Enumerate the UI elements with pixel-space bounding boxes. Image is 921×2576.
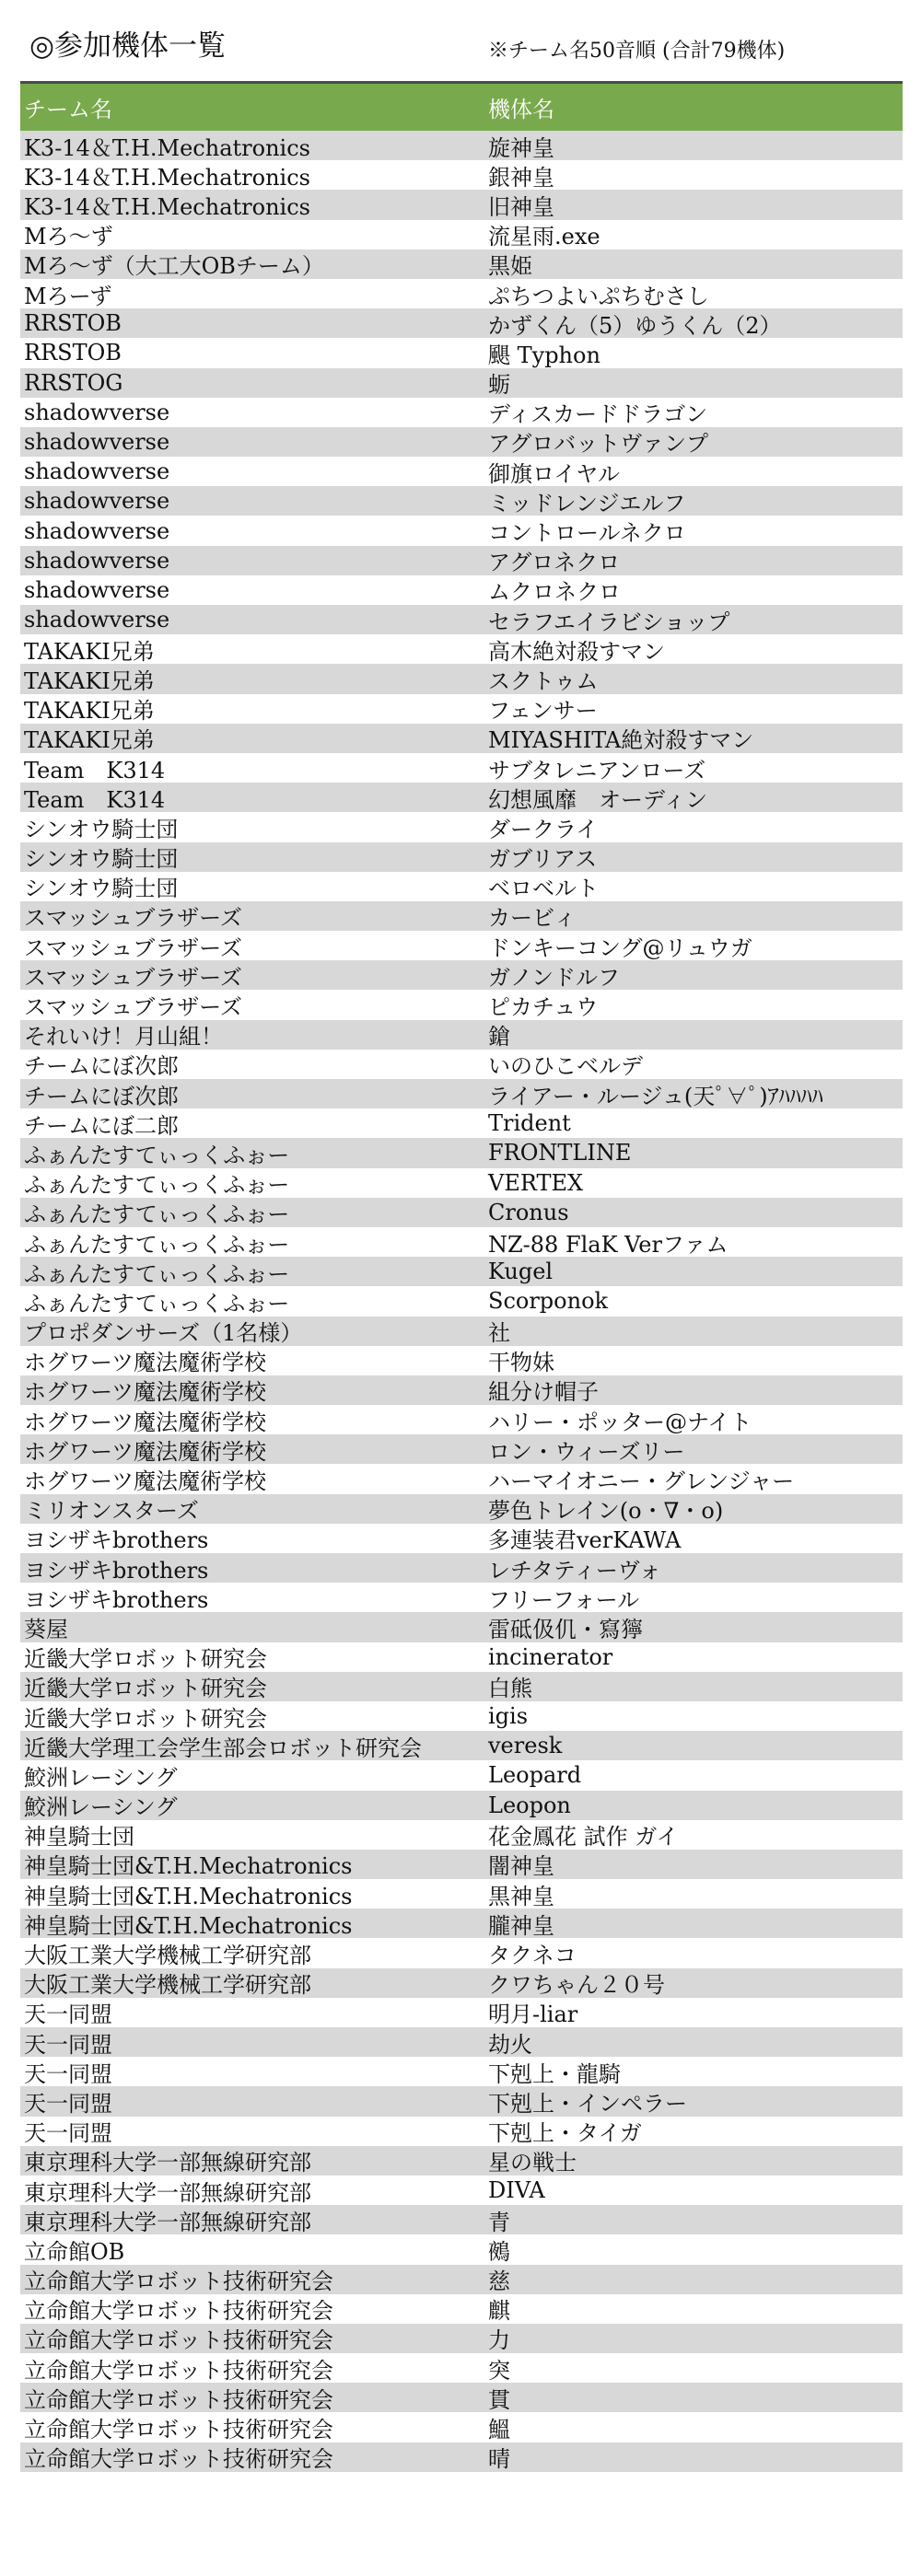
machine-table — [20, 81, 903, 2472]
team-name-cell: 立命館大学ロボット技術研究会 — [24, 2357, 333, 2384]
team-name-cell: 近畿大学ロボット研究会 — [24, 1676, 267, 1702]
machine-name-cell: Scorponok — [488, 1288, 609, 1315]
table-row — [20, 516, 903, 545]
machine-name-cell: 黒神皇 — [488, 1883, 554, 1909]
team-name-cell: ミリオンスターズ — [24, 1498, 199, 1525]
table-row — [20, 190, 903, 219]
team-name-cell: RRSTOB — [24, 310, 122, 337]
team-name-cell: スマッシュブラザーズ — [24, 964, 242, 991]
table-row — [20, 1791, 903, 1820]
machine-name-cell: DIVA — [488, 2177, 545, 2204]
table-row — [20, 398, 903, 427]
table-row — [20, 1612, 903, 1642]
team-name-cell: Mろーず — [24, 283, 112, 309]
table-row — [20, 160, 903, 190]
table-row — [20, 1909, 903, 1938]
machine-name-cell: 夢色トレイン(o・∇・o) — [488, 1498, 724, 1525]
machine-name-cell: 黒姫 — [488, 253, 532, 280]
machine-name-cell: 颶 Typhon — [488, 342, 600, 368]
table-row — [20, 2057, 903, 2086]
team-name-cell: RRSTOG — [24, 369, 123, 396]
table-row — [20, 279, 903, 308]
table-row — [20, 2027, 903, 2057]
machine-name-cell: 銀神皇 — [488, 164, 554, 191]
machine-name-cell: 白熊 — [488, 1676, 532, 1702]
machine-name-cell: フェンサー — [488, 698, 598, 725]
team-name-cell: 近畿大学理工会学生部会ロボット研究会 — [24, 1735, 422, 1761]
machine-name-cell: ディスカードドラゴン — [488, 401, 708, 428]
team-name-cell: ホグワーツ魔法魔術学校 — [24, 1438, 267, 1465]
table-row — [20, 2353, 903, 2383]
machine-name-cell: 青 — [488, 2209, 510, 2235]
machine-name-cell: igis — [488, 1703, 529, 1730]
team-name-cell: ヨシザキbrothers — [24, 1586, 209, 1613]
team-name-cell: ホグワーツ魔法魔術学校 — [24, 1468, 267, 1495]
team-name-cell: shadowverse — [24, 399, 170, 425]
team-name-cell: 大阪工業大学機械工学研究部 — [24, 1943, 311, 1969]
team-name-cell: スマッシュブラザーズ — [24, 994, 242, 1021]
machine-name-cell: ガブリアス — [488, 846, 598, 873]
team-name-cell: チームにぼ次郎 — [24, 1083, 179, 1109]
table-row — [20, 427, 903, 457]
table-row — [20, 1642, 903, 1672]
machine-name-cell: カービィ — [488, 905, 577, 932]
table-row — [20, 1464, 903, 1493]
team-name-cell: シンオウ騎士団 — [24, 876, 179, 902]
team-name-cell: shadowverse — [24, 428, 170, 455]
table-row — [20, 1820, 903, 1850]
table-row — [20, 1850, 903, 1879]
machine-name-cell: 下剋上・インペラー — [488, 2090, 687, 2117]
team-name-cell: ホグワーツ魔法魔術学校 — [24, 1409, 267, 1435]
machine-name-cell: 幻想風靡 オーディン — [488, 786, 708, 813]
machine-name-cell: Kugel — [488, 1259, 554, 1285]
machine-name-cell: 旧神皇 — [488, 193, 554, 220]
table-row — [20, 2383, 903, 2412]
table-row — [20, 249, 903, 279]
team-name-cell: 立命館大学ロボット技術研究会 — [24, 2417, 333, 2443]
team-name-cell: TAKAKI兄弟 — [24, 667, 155, 694]
table-row — [20, 1138, 903, 1167]
table-row — [20, 1168, 903, 1198]
machine-name-cell: 多連装君verKAWA — [488, 1527, 682, 1554]
table-body — [20, 131, 903, 2472]
table-row — [20, 575, 903, 605]
machine-name-cell: ダークライ — [488, 816, 599, 842]
machine-name-cell: サブタレニアンローズ — [488, 757, 706, 783]
team-name-cell: K3-14＆T.H.Mechatronics — [24, 164, 310, 191]
machine-name-cell: 突 — [488, 2357, 510, 2384]
machine-name-cell: かずくん（5）ゆうくん（2） — [488, 312, 782, 339]
table-header — [20, 81, 903, 131]
machine-name-cell: 星の戦士 — [488, 2150, 577, 2176]
table-row — [20, 1257, 903, 1286]
machine-name-cell: ハリー・ポッター@ナイト — [488, 1409, 752, 1435]
table-row — [20, 2412, 903, 2442]
table-row — [20, 2117, 903, 2146]
team-name-cell: ふぁんたすてぃっくふぉー — [24, 1172, 290, 1199]
machine-name-cell: 御旗ロイヤル — [488, 460, 621, 487]
table-row — [20, 2146, 903, 2176]
table-row — [20, 1731, 903, 1760]
team-name-cell: 神皇騎士団&T.H.Mechatronics — [24, 1883, 353, 1909]
team-name-cell: チームにぼ次郎 — [24, 1053, 179, 1080]
machine-name-cell: 雷砥伋仉・寫獰 — [488, 1616, 643, 1642]
team-name-cell: K3-14＆T.H.Mechatronics — [24, 193, 310, 220]
team-name-cell: スマッシュブラザーズ — [24, 905, 242, 932]
team-name-cell: 天一同盟 — [24, 2060, 112, 2087]
table-row — [20, 694, 903, 724]
table-row — [20, 990, 903, 1019]
table-row — [20, 2205, 903, 2234]
machine-name-cell: タクネコ — [488, 1943, 577, 1969]
machine-name-cell: FRONTLINE — [488, 1140, 632, 1166]
table-row — [20, 2443, 903, 2472]
team-name-cell: 大阪工業大学機械工学研究部 — [24, 1972, 311, 1999]
machine-name-cell: ハーマイオニー・グレンジャー — [488, 1468, 795, 1495]
machine-name-cell: レチタティーヴォ — [488, 1557, 661, 1584]
machine-name-cell: 社 — [488, 1320, 510, 1347]
machine-name-cell: 朧神皇 — [488, 1912, 554, 1939]
machine-name-cell: アグロネクロ — [488, 550, 621, 576]
table-row — [20, 1583, 903, 1612]
machine-name-cell: 慈 — [488, 2269, 510, 2295]
team-name-cell: shadowverse — [24, 517, 170, 544]
table-row — [20, 634, 903, 664]
table-row — [20, 842, 903, 872]
team-name-cell: 天一同盟 — [24, 2120, 112, 2147]
machine-name-cell: セラフエイラビショップ — [488, 609, 730, 635]
team-name-cell: shadowverse — [24, 576, 170, 603]
team-name-cell: shadowverse — [24, 607, 170, 633]
team-name-cell: RRSTOB — [24, 340, 122, 366]
table-row — [20, 338, 903, 367]
table-row — [20, 753, 903, 783]
machine-name-cell: Cronus — [488, 1199, 569, 1225]
machine-name-cell: 闇神皇 — [488, 1853, 554, 1880]
machine-name-cell: ミッドレンジエルフ — [488, 490, 686, 516]
table-row — [20, 368, 903, 398]
table-row — [20, 1879, 903, 1909]
machine-name-cell: ロン・ウィーズリー — [488, 1438, 685, 1465]
team-name-cell: プロポダンサーズ（1名様） — [24, 1320, 303, 1347]
team-name-cell: それいけ！月山組！ — [24, 1024, 223, 1050]
team-name-cell: ふぁんたすてぃっくふぉー — [24, 1142, 290, 1168]
team-name-cell: Mろ～ず — [24, 224, 113, 250]
machine-name-cell: 劫火 — [488, 2031, 532, 2058]
team-name-cell: TAKAKI兄弟 — [24, 698, 155, 725]
table-row — [20, 605, 903, 634]
count-note: ※チーム名50音順 (合計79機体) — [488, 40, 786, 63]
team-name-cell: ふぁんたすてぃっくふぉー — [24, 1231, 290, 1258]
table-row — [20, 1938, 903, 1967]
machine-name-cell: 明月-liar — [488, 2002, 578, 2028]
team-name-cell: 近畿大学ロボット研究会 — [24, 1705, 267, 1732]
team-name-cell: ふぁんたすてぃっくふぉー — [24, 1201, 290, 1228]
table-row — [20, 2234, 903, 2264]
machine-name-cell: 鵺 — [488, 2238, 510, 2265]
machine-name-cell: ぷちつよいぷちむさし — [488, 283, 709, 309]
machine-name-cell: 流星雨.exe — [488, 224, 600, 250]
team-name-cell: 立命館大学ロボット技術研究会 — [24, 2298, 333, 2325]
team-name-cell: TAKAKI兄弟 — [24, 727, 155, 754]
machine-name-cell: ライアー・ルージュ(天ﾟ∀ﾟ)ｱﾊﾊﾊﾊ — [488, 1083, 823, 1109]
table-row — [20, 931, 903, 960]
table-row — [20, 2294, 903, 2324]
team-name-cell: 神皇騎士団 — [24, 1824, 134, 1851]
team-name-cell: 天一同盟 — [24, 2002, 112, 2028]
team-name-cell: ふぁんたすてぃっくふぉー — [24, 1260, 290, 1287]
team-name-cell: 天一同盟 — [24, 2090, 112, 2117]
team-name-cell: 鮫洲レーシング — [24, 1764, 178, 1791]
table-row — [20, 1227, 903, 1257]
team-name-cell: 葵屋 — [24, 1616, 68, 1642]
table-row — [20, 1050, 903, 1079]
table-row — [20, 2086, 903, 2116]
machine-name-cell: MIYASHITA絶対殺すマン — [488, 727, 754, 754]
table-row — [20, 1701, 903, 1731]
table-row — [20, 131, 903, 160]
table-row — [20, 724, 903, 753]
team-name-cell: TAKAKI兄弟 — [24, 638, 155, 665]
team-name-cell: 立命館OB — [24, 2238, 125, 2265]
machine-name-cell: 貫 — [488, 2386, 510, 2413]
team-name-cell: 東京理科大学一部無線研究部 — [24, 2179, 311, 2206]
team-name-cell: K3-14＆T.H.Mechatronics — [24, 134, 310, 161]
table-row — [20, 1375, 903, 1405]
team-name-cell: シンオウ騎士団 — [24, 816, 179, 842]
machine-name-cell: 下剋上・龍騎 — [488, 2060, 621, 2087]
table-row — [20, 1998, 903, 2027]
team-name-cell: ホグワーツ魔法魔術学校 — [24, 1350, 267, 1376]
machine-name-cell: veresk — [488, 1733, 563, 1759]
team-name-cell: スマッシュブラザーズ — [24, 934, 242, 961]
team-name-cell: 鮫洲レーシング — [24, 1794, 178, 1821]
machine-name-cell: 鰮 — [488, 2417, 510, 2443]
table-row — [20, 872, 903, 901]
machine-name-cell: 組分け帽子 — [488, 1379, 599, 1406]
table-row — [20, 1434, 903, 1464]
team-name-cell: Mろ～ず（大工大OBチーム） — [24, 253, 324, 280]
machine-name-cell: VERTEX — [488, 1169, 584, 1196]
team-name-cell: 立命館大学ロボット技術研究会 — [24, 2269, 333, 2295]
machine-name-cell: NZ-88 FlaK Verファム — [488, 1231, 729, 1258]
machine-name-cell: いのひこベルデ — [488, 1053, 643, 1080]
team-name-cell: ホグワーツ魔法魔術学校 — [24, 1379, 267, 1406]
table-row — [20, 457, 903, 486]
table-row — [20, 1405, 903, 1434]
team-name-cell: shadowverse — [24, 458, 170, 485]
table-row — [20, 308, 903, 338]
table-row — [20, 1672, 903, 1701]
team-name-cell: Team K314 — [24, 786, 166, 813]
table-row — [20, 486, 903, 516]
header-machine-name: 機体名 — [488, 97, 554, 122]
machine-name-cell: ピカチュウ — [488, 994, 599, 1021]
team-name-cell: チームにぼ二郎 — [24, 1112, 179, 1139]
team-name-cell: ふぁんたすてぃっくふぉー — [24, 1290, 290, 1317]
machine-name-cell: ガノンドルフ — [488, 964, 621, 991]
team-name-cell: ヨシザキbrothers — [24, 1527, 209, 1554]
table-row — [20, 1494, 903, 1524]
machine-name-cell: ドンキーコング@リュウガ — [488, 934, 752, 961]
table-row — [20, 960, 903, 990]
machine-name-cell: 干物妹 — [488, 1350, 554, 1376]
table-row — [20, 546, 903, 575]
table-row — [20, 2324, 903, 2353]
team-name-cell: 東京理科大学一部無線研究部 — [24, 2150, 311, 2176]
table-row — [20, 783, 903, 812]
table-row — [20, 1553, 903, 1583]
machine-name-cell: Leopard — [488, 1762, 582, 1789]
machine-name-cell: incinerator — [488, 1643, 613, 1670]
team-name-cell: 近畿大学ロボット研究会 — [24, 1646, 267, 1673]
machine-name-cell: 鎗 — [488, 1024, 510, 1050]
machine-name-cell: ムクロネクロ — [488, 579, 621, 606]
page-title: ◎参加機体一覧 — [29, 29, 227, 63]
table-row — [20, 1079, 903, 1108]
machine-name-cell: 蛎 — [488, 372, 510, 399]
table-row — [20, 1286, 903, 1316]
machine-name-cell: 麒 — [488, 2298, 510, 2325]
machine-name-cell: フリーフォール — [488, 1586, 640, 1613]
team-name-cell: ヨシザキbrothers — [24, 1557, 209, 1584]
team-name-cell: shadowverse — [24, 547, 170, 574]
machine-name-cell: コントロールネクロ — [488, 520, 686, 547]
table-row — [20, 2265, 903, 2294]
table-row — [20, 220, 903, 249]
team-name-cell: 神皇騎士団&T.H.Mechatronics — [24, 1912, 353, 1939]
table-row — [20, 1108, 903, 1138]
machine-name-cell: 晴 — [488, 2446, 510, 2473]
machine-name-cell: 力 — [488, 2327, 510, 2354]
table-row — [20, 1346, 903, 1375]
header-team-name: チーム名 — [24, 97, 112, 122]
table-row — [20, 1760, 903, 1790]
table-row — [20, 1968, 903, 1998]
machine-name-cell: 下剋上・タイガ — [488, 2120, 642, 2147]
machine-name-cell: Leopon — [488, 1792, 571, 1818]
table-row — [20, 664, 903, 693]
team-name-cell: 神皇騎士団&T.H.Mechatronics — [24, 1853, 353, 1880]
team-name-cell: 立命館大学ロボット技術研究会 — [24, 2446, 333, 2473]
table-row — [20, 1524, 903, 1553]
team-name-cell: Team K314 — [24, 757, 166, 783]
team-name-cell: shadowverse — [24, 488, 170, 515]
machine-name-cell: 花金鳳花 試作 ガイ — [488, 1824, 679, 1851]
machine-name-cell: クワちゃん２０号 — [488, 1972, 665, 1999]
team-name-cell: 立命館大学ロボット技術研究会 — [24, 2386, 333, 2413]
machine-name-cell: スクトゥム — [488, 667, 599, 694]
machine-name-cell: Trident — [488, 1110, 571, 1137]
machine-name-cell: 高木絶対殺すマン — [488, 638, 665, 665]
team-name-cell: 天一同盟 — [24, 2031, 112, 2058]
table-row — [20, 812, 903, 841]
machine-name-cell: アグロバットヴァンプ — [488, 431, 709, 458]
table-row — [20, 1317, 903, 1346]
table-row — [20, 1020, 903, 1050]
table-row — [20, 901, 903, 931]
team-name-cell: 東京理科大学一部無線研究部 — [24, 2209, 311, 2235]
machine-name-cell: ベロベルト — [488, 876, 599, 902]
team-name-cell: 立命館大学ロボット技術研究会 — [24, 2327, 333, 2354]
machine-name-cell: 旋神皇 — [488, 134, 554, 161]
table-row — [20, 2176, 903, 2205]
team-name-cell: シンオウ騎士団 — [24, 846, 179, 873]
table-row — [20, 1198, 903, 1227]
